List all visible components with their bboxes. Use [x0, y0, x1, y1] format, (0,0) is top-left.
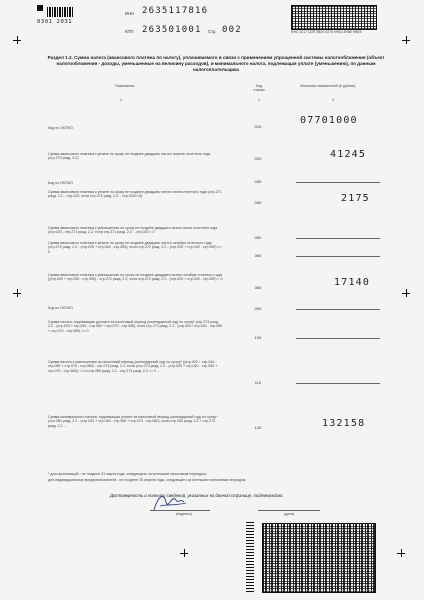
registration-mark-right-middle	[402, 289, 410, 297]
signature-line	[150, 510, 210, 511]
footnote-1: * для организаций - не позднее 31 марта года, следующего за истекшим налоговым периодом;	[48, 472, 207, 476]
column-number-1: 1	[120, 98, 122, 102]
row-code: 110	[254, 380, 262, 385]
row-empty-field	[296, 309, 380, 310]
registration-mark-bottom-left	[180, 549, 188, 557]
row-label: Сумма минимального налога, подлежащая уплате за налоговый период (календарный год) по сроку* (стр.280 разд. 2.2 - (стр.020 + стр.040 - стр.050 + стр.070 - стр.080), если стр.280 разд. 2.2 > стр.273 разд. 2.2 ...	[48, 415, 218, 428]
row-label: Код по ОКТМО	[48, 306, 73, 310]
row-label: Код по ОКТМО	[48, 181, 73, 185]
row-value: 41245	[330, 149, 367, 160]
column-indicators: Показатели	[115, 84, 135, 88]
signature-caption: (подпись)	[176, 512, 192, 516]
row-label: Сумма авансового платежа к уплате по сроку не позднее двадцать пятого июля отчетного года (стр.271 разд. 2.2. - стр.020, если стр.271 разд. 2.2. - стр.020>=0)	[48, 190, 222, 199]
top-qr-code	[291, 5, 377, 30]
vertical-barcode-strip	[246, 522, 254, 592]
column-number-2: 2	[258, 98, 260, 102]
row-value: 2175	[341, 193, 370, 204]
row-empty-field	[296, 383, 380, 384]
row-value: 07701000	[300, 115, 358, 126]
row-empty-field	[296, 238, 380, 239]
footnote-2: для индивидуальных предпринимателей - не позднее 30 апреля года, следующего за истекшим налоговым периодом.	[48, 478, 247, 482]
row-code: 050	[254, 235, 262, 240]
row-empty-field	[296, 182, 380, 183]
registration-mark-top-left	[13, 36, 21, 44]
row-code: 080	[254, 285, 262, 290]
registration-mark-bottom-right	[397, 549, 405, 557]
row-value: 17140	[334, 277, 371, 288]
row-label: Сумма авансового платежа к уменьшению по сроку не позднее двадцать пятого октября отчетного года ((стр.020 + стр.040 - стр.050) - стр.272 разд. 2.2, если стр.272 разд. 2.2 - (стр.020 + стр.040 - стр.050) < 0	[48, 273, 223, 282]
column-line-code: Код строки	[253, 84, 265, 93]
section-title: Раздел 1.2. Сумма налога (авансового платежа по налогу), уплачиваемого в связи с применением упрощенной системы налогообложения (объект налогообложения - доходы, уменьшенные на величину расходов), и минимального налога, подлежащая уплате (уменьшению), по данным налогоплательщика	[47, 55, 385, 72]
row-empty-field	[296, 256, 380, 257]
row-label: Код по ОКТМО	[48, 126, 73, 130]
inn-value: 2635117816	[142, 6, 209, 16]
row-label: Сумма авансового платежа к уменьшению по сроку не позднее двадцать пятого июля отчетного года (стр.020 - стр.271 разд. 2.2, если стр.271 разд. 2.2. - стр.020 < 0	[48, 226, 218, 235]
row-value: 132158	[322, 418, 366, 429]
page-value: 002	[222, 25, 242, 35]
row-label: Сумма налога, подлежащая доплате за налоговый период (календарный год) по сроку* (стр.273 разд. 2.2 - (стр.020 + стр.040 - стр.050 + стр.070 - стр.080), если стр.273 разд. 2.2 - (стр.020+ стр.040 - стр.050 + стр.070 - стр.080) >= 0	[48, 320, 223, 333]
row-code: 100	[254, 335, 262, 340]
row-code: 060	[254, 253, 262, 258]
row-label: Сумма налога к уменьшению за налоговый период (календарный год) по сроку* ((стр.020 + стр.040 - стр.050 + стр.070 - стр.080) - стр.273 разд. 2.2, если (стр.273 разд. 2.2 - (стр.020 + стр.040 - стр.050 + стр.070 - стр.080)) < 0 и стр.280 разд. 2.2 - стр.273 разд. 2.2 <= 0 ...	[48, 360, 218, 373]
registration-mark-left-middle	[13, 289, 21, 297]
row-code: 030	[254, 179, 262, 184]
row-code: 040	[254, 200, 262, 205]
page-label: Стр.	[208, 29, 217, 34]
barcode-number: 0301 2031	[37, 19, 73, 25]
row-label: Сумма авансового платежа к уплате по сроку не позднее двадцать пятого октября отчетного года (стр.272 разд. 2.2 - (стр.020 + стр.040 - стр.050), если стр.272 разд. 2.2 - (стр.020 + стр.040 - стр.050) >= 0	[48, 241, 222, 254]
row-empty-field	[296, 338, 380, 339]
column-number-3: 3	[332, 98, 334, 102]
row-code: 020	[254, 156, 262, 161]
row-code: 120	[254, 425, 262, 430]
date-caption: (дата)	[284, 512, 295, 516]
row-code: 010	[254, 124, 262, 129]
inn-label: ИНН	[125, 11, 135, 16]
bottom-qr-code	[262, 523, 376, 593]
date-line	[258, 510, 320, 511]
row-label: Сумма авансового платежа к уплате по сроку не позднее двадцать пятого апреля отчетного года (стр.270 разд. 2.2)	[48, 152, 211, 161]
kpp-label: КПП	[125, 29, 134, 34]
registration-mark-top-right	[402, 36, 410, 44]
kpp-value: 263501001	[142, 25, 202, 35]
attest-text: Достоверность и полноту сведений, указанных на данной странице, подтверждаю:	[110, 493, 284, 498]
qr-caption: ФНС 3317 1109 2ВИ1 6275 #НВ2 #НВ5 Ф5ЕЕ	[291, 30, 362, 34]
page-barcode	[37, 5, 79, 27]
row-code: 090	[254, 306, 262, 311]
column-values: Значения показателей (в рублях)	[300, 84, 356, 88]
